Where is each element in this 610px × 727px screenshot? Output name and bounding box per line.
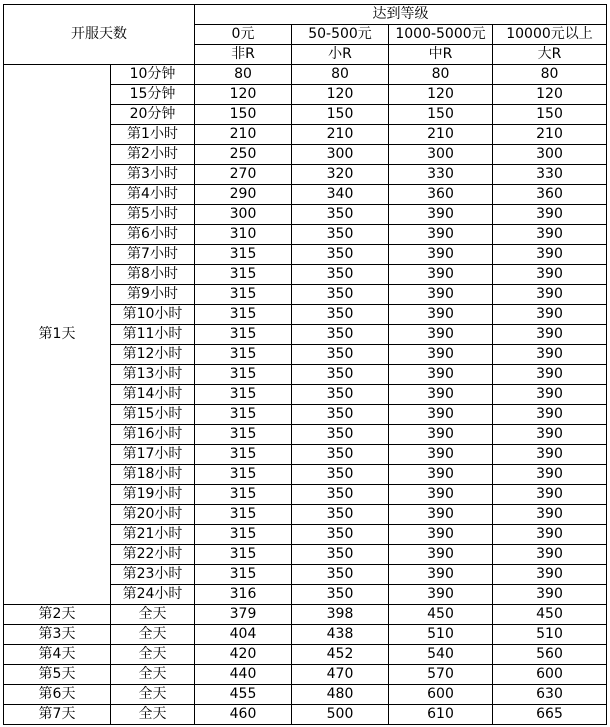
time-cell: 全天 xyxy=(111,705,195,725)
amount-header: 1000-5000元 xyxy=(389,25,493,45)
time-cell: 全天 xyxy=(111,685,195,705)
value-cell: 600 xyxy=(389,685,493,705)
value-cell: 450 xyxy=(493,605,607,625)
value-cell: 390 xyxy=(493,505,607,525)
value-cell: 350 xyxy=(292,585,389,605)
level-header: 达到等级 xyxy=(195,5,607,25)
value-cell: 350 xyxy=(292,265,389,285)
value-cell: 350 xyxy=(292,225,389,245)
value-cell: 390 xyxy=(493,385,607,405)
value-cell: 210 xyxy=(389,125,493,145)
value-cell: 315 xyxy=(195,345,292,365)
value-cell: 390 xyxy=(493,465,607,485)
value-cell: 420 xyxy=(195,645,292,665)
day-cell: 第6天 xyxy=(4,685,111,705)
amount-header: 0元 xyxy=(195,25,292,45)
value-cell: 390 xyxy=(493,365,607,385)
value-cell: 350 xyxy=(292,305,389,325)
amount-header: 50-500元 xyxy=(292,25,389,45)
value-cell: 315 xyxy=(195,445,292,465)
value-cell: 390 xyxy=(493,425,607,445)
time-cell: 第4小时 xyxy=(111,185,195,205)
value-cell: 390 xyxy=(389,405,493,425)
value-cell: 300 xyxy=(493,145,607,165)
value-cell: 315 xyxy=(195,245,292,265)
value-cell: 360 xyxy=(389,185,493,205)
time-cell: 10分钟 xyxy=(111,65,195,85)
tier-header: 大R xyxy=(493,45,607,65)
value-cell: 510 xyxy=(389,625,493,645)
value-cell: 470 xyxy=(292,665,389,685)
value-cell: 450 xyxy=(389,605,493,625)
table-row xyxy=(4,705,607,725)
day-cell: 第3天 xyxy=(4,625,111,645)
value-cell: 300 xyxy=(292,145,389,165)
table-row xyxy=(4,645,607,665)
table-row xyxy=(4,605,607,625)
value-cell: 350 xyxy=(292,505,389,525)
table-row xyxy=(4,65,607,85)
value-cell: 350 xyxy=(292,285,389,305)
value-cell: 315 xyxy=(195,565,292,585)
time-cell: 全天 xyxy=(111,605,195,625)
value-cell: 390 xyxy=(493,545,607,565)
time-cell: 全天 xyxy=(111,665,195,685)
table-row xyxy=(4,665,607,685)
value-cell: 480 xyxy=(292,685,389,705)
value-cell: 390 xyxy=(389,325,493,345)
value-cell: 150 xyxy=(292,105,389,125)
time-cell: 第24小时 xyxy=(111,585,195,605)
time-cell: 第7小时 xyxy=(111,245,195,265)
value-cell: 404 xyxy=(195,625,292,645)
value-cell: 390 xyxy=(493,405,607,425)
tier-header: 中R xyxy=(389,45,493,65)
value-cell: 390 xyxy=(389,365,493,385)
value-cell: 250 xyxy=(195,145,292,165)
value-cell: 350 xyxy=(292,525,389,545)
table-body xyxy=(4,5,607,725)
value-cell: 80 xyxy=(195,65,292,85)
value-cell: 560 xyxy=(493,645,607,665)
value-cell: 315 xyxy=(195,485,292,505)
time-cell: 15分钟 xyxy=(111,85,195,105)
value-cell: 150 xyxy=(493,105,607,125)
time-cell: 全天 xyxy=(111,645,195,665)
tier-header: 小R xyxy=(292,45,389,65)
time-cell: 第13小时 xyxy=(111,365,195,385)
value-cell: 500 xyxy=(292,705,389,725)
value-cell: 350 xyxy=(292,425,389,445)
days-header: 开服天数 xyxy=(4,5,195,65)
value-cell: 390 xyxy=(389,225,493,245)
value-cell: 390 xyxy=(389,345,493,365)
time-cell: 第15小时 xyxy=(111,405,195,425)
time-cell: 第20小时 xyxy=(111,505,195,525)
value-cell: 540 xyxy=(389,645,493,665)
value-cell: 665 xyxy=(493,705,607,725)
value-cell: 600 xyxy=(493,665,607,685)
value-cell: 350 xyxy=(292,445,389,465)
value-cell: 570 xyxy=(389,665,493,685)
day-cell: 第5天 xyxy=(4,665,111,685)
value-cell: 350 xyxy=(292,205,389,225)
value-cell: 350 xyxy=(292,345,389,365)
value-cell: 460 xyxy=(195,705,292,725)
value-cell: 350 xyxy=(292,545,389,565)
value-cell: 320 xyxy=(292,165,389,185)
value-cell: 330 xyxy=(493,165,607,185)
value-cell: 350 xyxy=(292,385,389,405)
value-cell: 390 xyxy=(389,505,493,525)
time-cell: 第2小时 xyxy=(111,145,195,165)
value-cell: 310 xyxy=(195,225,292,245)
value-cell: 390 xyxy=(493,325,607,345)
value-cell: 340 xyxy=(292,185,389,205)
time-cell: 第17小时 xyxy=(111,445,195,465)
value-cell: 390 xyxy=(493,285,607,305)
value-cell: 360 xyxy=(493,185,607,205)
value-cell: 390 xyxy=(493,525,607,545)
value-cell: 315 xyxy=(195,405,292,425)
value-cell: 390 xyxy=(493,345,607,365)
value-cell: 315 xyxy=(195,425,292,445)
time-cell: 第5小时 xyxy=(111,205,195,225)
value-cell: 390 xyxy=(389,465,493,485)
value-cell: 390 xyxy=(389,525,493,545)
time-cell: 全天 xyxy=(111,625,195,645)
time-cell: 第8小时 xyxy=(111,265,195,285)
time-cell: 20分钟 xyxy=(111,105,195,125)
day-cell: 第2天 xyxy=(4,605,111,625)
value-cell: 210 xyxy=(292,125,389,145)
value-cell: 315 xyxy=(195,305,292,325)
time-cell: 第1小时 xyxy=(111,125,195,145)
value-cell: 440 xyxy=(195,665,292,685)
time-cell: 第9小时 xyxy=(111,285,195,305)
value-cell: 390 xyxy=(389,565,493,585)
value-cell: 270 xyxy=(195,165,292,185)
value-cell: 630 xyxy=(493,685,607,705)
day-cell: 第4天 xyxy=(4,645,111,665)
value-cell: 290 xyxy=(195,185,292,205)
value-cell: 390 xyxy=(493,305,607,325)
value-cell: 390 xyxy=(493,265,607,285)
time-cell: 第16小时 xyxy=(111,425,195,445)
value-cell: 390 xyxy=(389,205,493,225)
value-cell: 315 xyxy=(195,525,292,545)
time-cell: 第6小时 xyxy=(111,225,195,245)
header-row-level xyxy=(4,5,607,25)
value-cell: 390 xyxy=(389,245,493,265)
time-cell: 第23小时 xyxy=(111,565,195,585)
value-cell: 390 xyxy=(389,425,493,445)
value-cell: 120 xyxy=(195,85,292,105)
value-cell: 315 xyxy=(195,505,292,525)
value-cell: 390 xyxy=(493,485,607,505)
value-cell: 80 xyxy=(389,65,493,85)
day-cell: 第1天 xyxy=(4,65,111,605)
value-cell: 390 xyxy=(493,565,607,585)
value-cell: 120 xyxy=(389,85,493,105)
value-cell: 350 xyxy=(292,365,389,385)
value-cell: 120 xyxy=(493,85,607,105)
level-table xyxy=(3,4,607,725)
value-cell: 350 xyxy=(292,405,389,425)
value-cell: 390 xyxy=(389,445,493,465)
time-cell: 第11小时 xyxy=(111,325,195,345)
value-cell: 315 xyxy=(195,265,292,285)
value-cell: 210 xyxy=(493,125,607,145)
value-cell: 315 xyxy=(195,325,292,345)
time-cell: 第21小时 xyxy=(111,525,195,545)
value-cell: 350 xyxy=(292,245,389,265)
time-cell: 第19小时 xyxy=(111,485,195,505)
value-cell: 315 xyxy=(195,365,292,385)
value-cell: 315 xyxy=(195,385,292,405)
time-cell: 第3小时 xyxy=(111,165,195,185)
value-cell: 390 xyxy=(389,485,493,505)
value-cell: 390 xyxy=(493,445,607,465)
tier-header: 非R xyxy=(195,45,292,65)
value-cell: 390 xyxy=(493,245,607,265)
value-cell: 390 xyxy=(389,305,493,325)
value-cell: 350 xyxy=(292,485,389,505)
value-cell: 330 xyxy=(389,165,493,185)
amount-header: 10000元以上 xyxy=(493,25,607,45)
value-cell: 379 xyxy=(195,605,292,625)
time-cell: 第10小时 xyxy=(111,305,195,325)
value-cell: 300 xyxy=(195,205,292,225)
time-cell: 第18小时 xyxy=(111,465,195,485)
value-cell: 150 xyxy=(389,105,493,125)
value-cell: 390 xyxy=(389,265,493,285)
value-cell: 390 xyxy=(493,225,607,245)
time-cell: 第14小时 xyxy=(111,385,195,405)
value-cell: 452 xyxy=(292,645,389,665)
value-cell: 315 xyxy=(195,465,292,485)
value-cell: 390 xyxy=(389,385,493,405)
time-cell: 第22小时 xyxy=(111,545,195,565)
value-cell: 300 xyxy=(389,145,493,165)
value-cell: 120 xyxy=(292,85,389,105)
value-cell: 315 xyxy=(195,545,292,565)
value-cell: 398 xyxy=(292,605,389,625)
value-cell: 80 xyxy=(493,65,607,85)
value-cell: 455 xyxy=(195,685,292,705)
table-row xyxy=(4,685,607,705)
value-cell: 316 xyxy=(195,585,292,605)
value-cell: 390 xyxy=(389,585,493,605)
value-cell: 390 xyxy=(493,585,607,605)
table-row xyxy=(4,625,607,645)
value-cell: 390 xyxy=(389,285,493,305)
value-cell: 315 xyxy=(195,285,292,305)
value-cell: 210 xyxy=(195,125,292,145)
value-cell: 390 xyxy=(493,205,607,225)
value-cell: 350 xyxy=(292,565,389,585)
value-cell: 350 xyxy=(292,465,389,485)
value-cell: 80 xyxy=(292,65,389,85)
value-cell: 150 xyxy=(195,105,292,125)
value-cell: 610 xyxy=(389,705,493,725)
value-cell: 390 xyxy=(389,545,493,565)
value-cell: 350 xyxy=(292,325,389,345)
value-cell: 510 xyxy=(493,625,607,645)
time-cell: 第12小时 xyxy=(111,345,195,365)
value-cell: 438 xyxy=(292,625,389,645)
day-cell: 第7天 xyxy=(4,705,111,725)
